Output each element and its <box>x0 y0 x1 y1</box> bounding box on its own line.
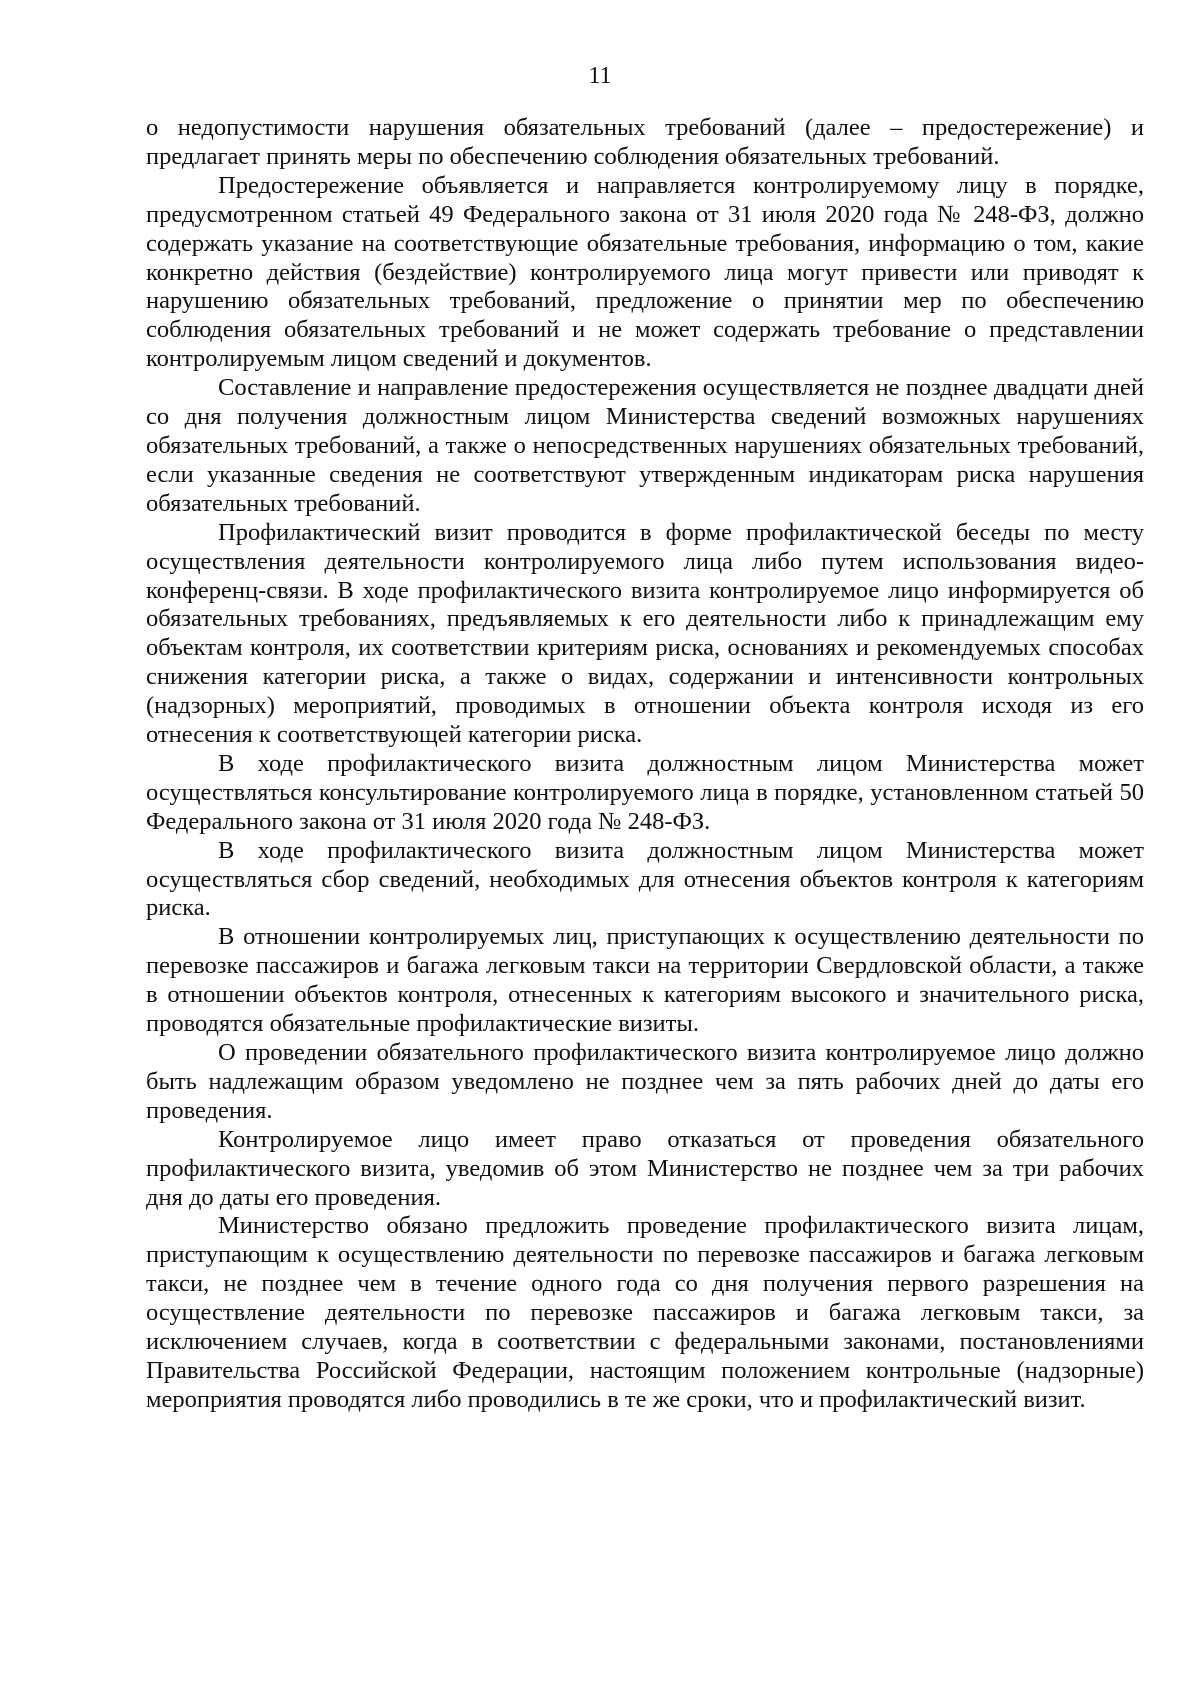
paragraph-5: В ходе профилактического визита должностным лицом Министерства может осуществляться консультирование контролируемого лица в порядке, установленном статьей 50 Федерального закона от 31 июля 2020 года № 248-ФЗ. <box>146 749 1144 835</box>
paragraph-3: Составление и направление предостережения осуществляется не позднее двадцати дней со дня получения должностным лицом Министерства сведений возможных нарушениях обязательных требований, а также о непосредственных нарушениях обязательных требований, если указанные сведения не соответствуют утвержденным индикаторам риска нарушения обязательных требований. <box>146 374 1144 517</box>
paragraph-7: В отношении контролируемых лиц, приступающих к осуществлению деятельности по перевозке пассажиров и багажа легковым такси на территории Свердловской области, а также в отношении объектов контроля, отнесенных к категориям высокого и значительного риска, проводятся обязательные профилактические визиты. <box>146 923 1144 1038</box>
paragraph-2: Предостережение объявляется и направляется контролируемому лицу в порядке, предусмотренном статьей 49 Федерального закона от 31 июля 2020 года № 248-ФЗ, должно содержать указание на соответствующие обязательные требования, информацию о том, какие конкретно действия (бездействие) контролируемого лица могут привести или приводят к нарушению обязательных требований, предложение о принятии мер по обеспечению соблюдения обязательных требований и не может содержать требование о представлении контролируемым лицом сведений и документов. <box>146 171 1144 373</box>
paragraph-1: о недопустимости нарушения обязательных требований (далее – предостережение) и предлагает принять меры по обеспечению соблюдения обязательных требований. <box>146 114 1144 170</box>
paragraph-6: В ходе профилактического визита должностным лицом Министерства может осуществляться сбор сведений, необходимых для отнесения объектов контроля к категориям риска. <box>146 836 1144 922</box>
paragraph-4: Профилактический визит проводится в форме профилактической беседы по месту осуществления деятельности контролируемого лица либо путем использования видео-конференц-связи. В ходе профилактического визита контролируемое лицо информируется об обязательных требованиях, предъявляемых к его деятельности либо к принадлежащим ему объектам контроля, их соответствии критериям риска, основаниях и рекомендуемых способах снижения категории риска, а также о видах, содержании и интенсивности контрольных (надзорных) мероприятий, проводимых в отношении объекта контроля исходя из его отнесения к соответствующей категории риска. <box>146 518 1144 749</box>
paragraph-10: Министерство обязано предложить проведение профилактического визита лицам, приступающим к осуществлению деятельности по перевозке пассажиров и багажа легковым такси, не позднее чем в течение одного года со дня получения первого разрешения на осуществление деятельности по перевозке пассажиров и багажа легковым такси, за исключением случаев, когда в соответствии с федеральными законами, постановлениями Правительства Российской Федерации, настоящим положением контрольные (надзорные) мероприятия проводятся либо проводились в те же сроки, что и профилактический визит. <box>146 1212 1144 1413</box>
paragraph-9: Контролируемое лицо имеет право отказаться от проведения обязательного профилактического визита, уведомив об этом Министерство не позднее чем за три рабочих дня до даты его проведения. <box>146 1125 1144 1211</box>
document-body <box>146 114 1144 1415</box>
paragraph-8: О проведении обязательного профилактического визита контролируемое лицо должно быть надлежащим образом уведомлено не позднее чем за пять рабочих дней до даты его проведения. <box>146 1039 1144 1124</box>
page-number: 11 <box>588 63 612 89</box>
